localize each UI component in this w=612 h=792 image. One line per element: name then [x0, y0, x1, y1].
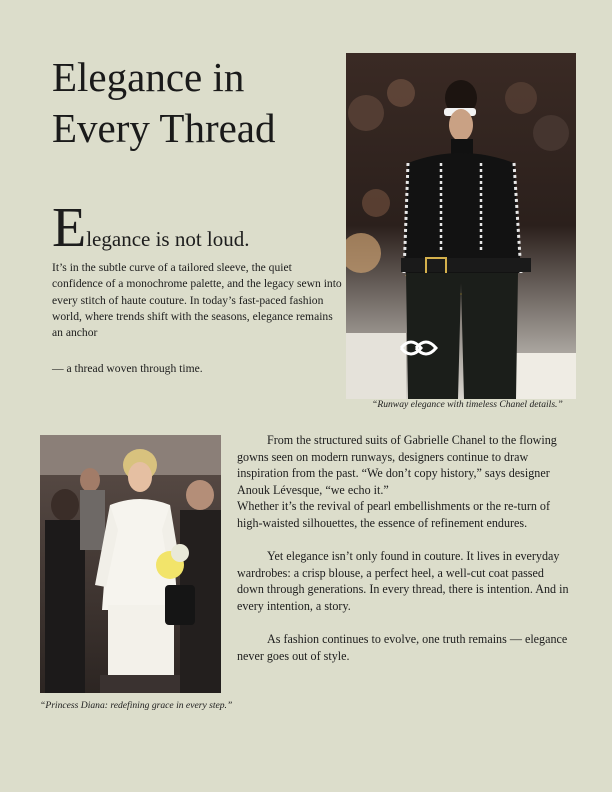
- body-paragraph-1b: Whether it’s the revival of pearl embellishments or the re-turn of high-waisted silhouettes, the essence of refinement endures.: [237, 499, 550, 530]
- intro-paragraph: It’s in the subtle curve of a tailored sleeve, the quiet confidence of a monochrome palette, and the legacy sewn into every stitch of haute couture. In today’s fast-paced fashion world, where trends shift with the seasons, elegance remains an anchor: [52, 261, 342, 340]
- body-column: [237, 432, 569, 681]
- lead-heading-text: legance is not loud.: [86, 227, 250, 251]
- diana-photo-caption: “Princess Diana: redefining grace in every step.”: [40, 700, 233, 711]
- runway-photo-caption: “Runway elegance with timeless Chanel details.”: [372, 399, 563, 410]
- article-title: [52, 52, 342, 154]
- drop-cap: E: [52, 197, 87, 259]
- body-paragraph-3: As fashion continues to evolve, one truth remains — elegance never goes out of style.: [237, 632, 568, 663]
- body-paragraph-1: From the structured suits of Gabrielle Chanel to the flowing gowns seen on modern runways, designers continue to draw inspiration from the past. “We don’t copy history,” says designer Anouk Lévesque, “we echo it.”: [237, 433, 557, 497]
- intro-paragraph-end: — a thread woven through time.: [52, 362, 203, 375]
- title-line-1: Elegance in: [52, 54, 245, 100]
- diana-photo: [40, 435, 221, 693]
- title-line-2: Every Thread: [52, 105, 276, 151]
- lead-heading: [52, 197, 250, 259]
- runway-photo: [346, 53, 576, 399]
- body-paragraph-2: Yet elegance isn’t only found in couture. It lives in everyday wardrobes: a crisp blouse, a perfect heel, a well-cut coat passed down through generations. In every thread, there is intention. And in every intention, a story.: [237, 549, 569, 613]
